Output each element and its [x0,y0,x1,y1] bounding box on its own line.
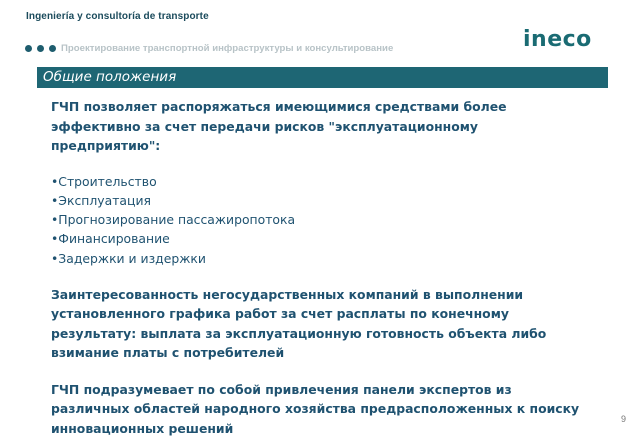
experts-paragraph: ГЧП подразумевает по собой привлечения панели экспертов из различных областей народного хозяйства предрасположенных к поиску инновационных решений [51,381,580,436]
dot-icon [25,45,32,52]
slide-title: Общие положения [43,69,177,85]
dot-icon [49,45,56,52]
incentive-paragraph: Заинтересованность негосударственных компаний в выполнении установленного графика работ за счет расплаты по конечному результату: выплата за эксплуатационную готовность объекта либо взимание платы с потребителей [51,286,547,361]
header-company-line: Ingeniería y consultoría de transporte [26,11,209,22]
bullet-item: •Финансирование [51,231,170,247]
risk-bullet-list [51,172,591,268]
intro-paragraph: ГЧП позволяет распоряжаться имеющимися средствами более эффективно за счет передачи рисков "эксплуатационному предприятию": [51,99,507,153]
bullet-item: •Задержки и издержки [51,250,206,266]
bullet-item: •Эксплуатация [51,192,151,208]
slide-title-bar [37,67,608,88]
header-subtitle-line: Проектирование транспортной инфраструктуры и консультирование [61,43,394,54]
bullet-item: •Прогнозирование пассажиропотока [51,212,296,228]
dot-icon [37,45,44,52]
ineco-logo: ineco [523,27,592,52]
page-number: 9 [620,414,626,424]
bullet-item: •Строительство [51,173,157,189]
slide-content [51,97,591,438]
